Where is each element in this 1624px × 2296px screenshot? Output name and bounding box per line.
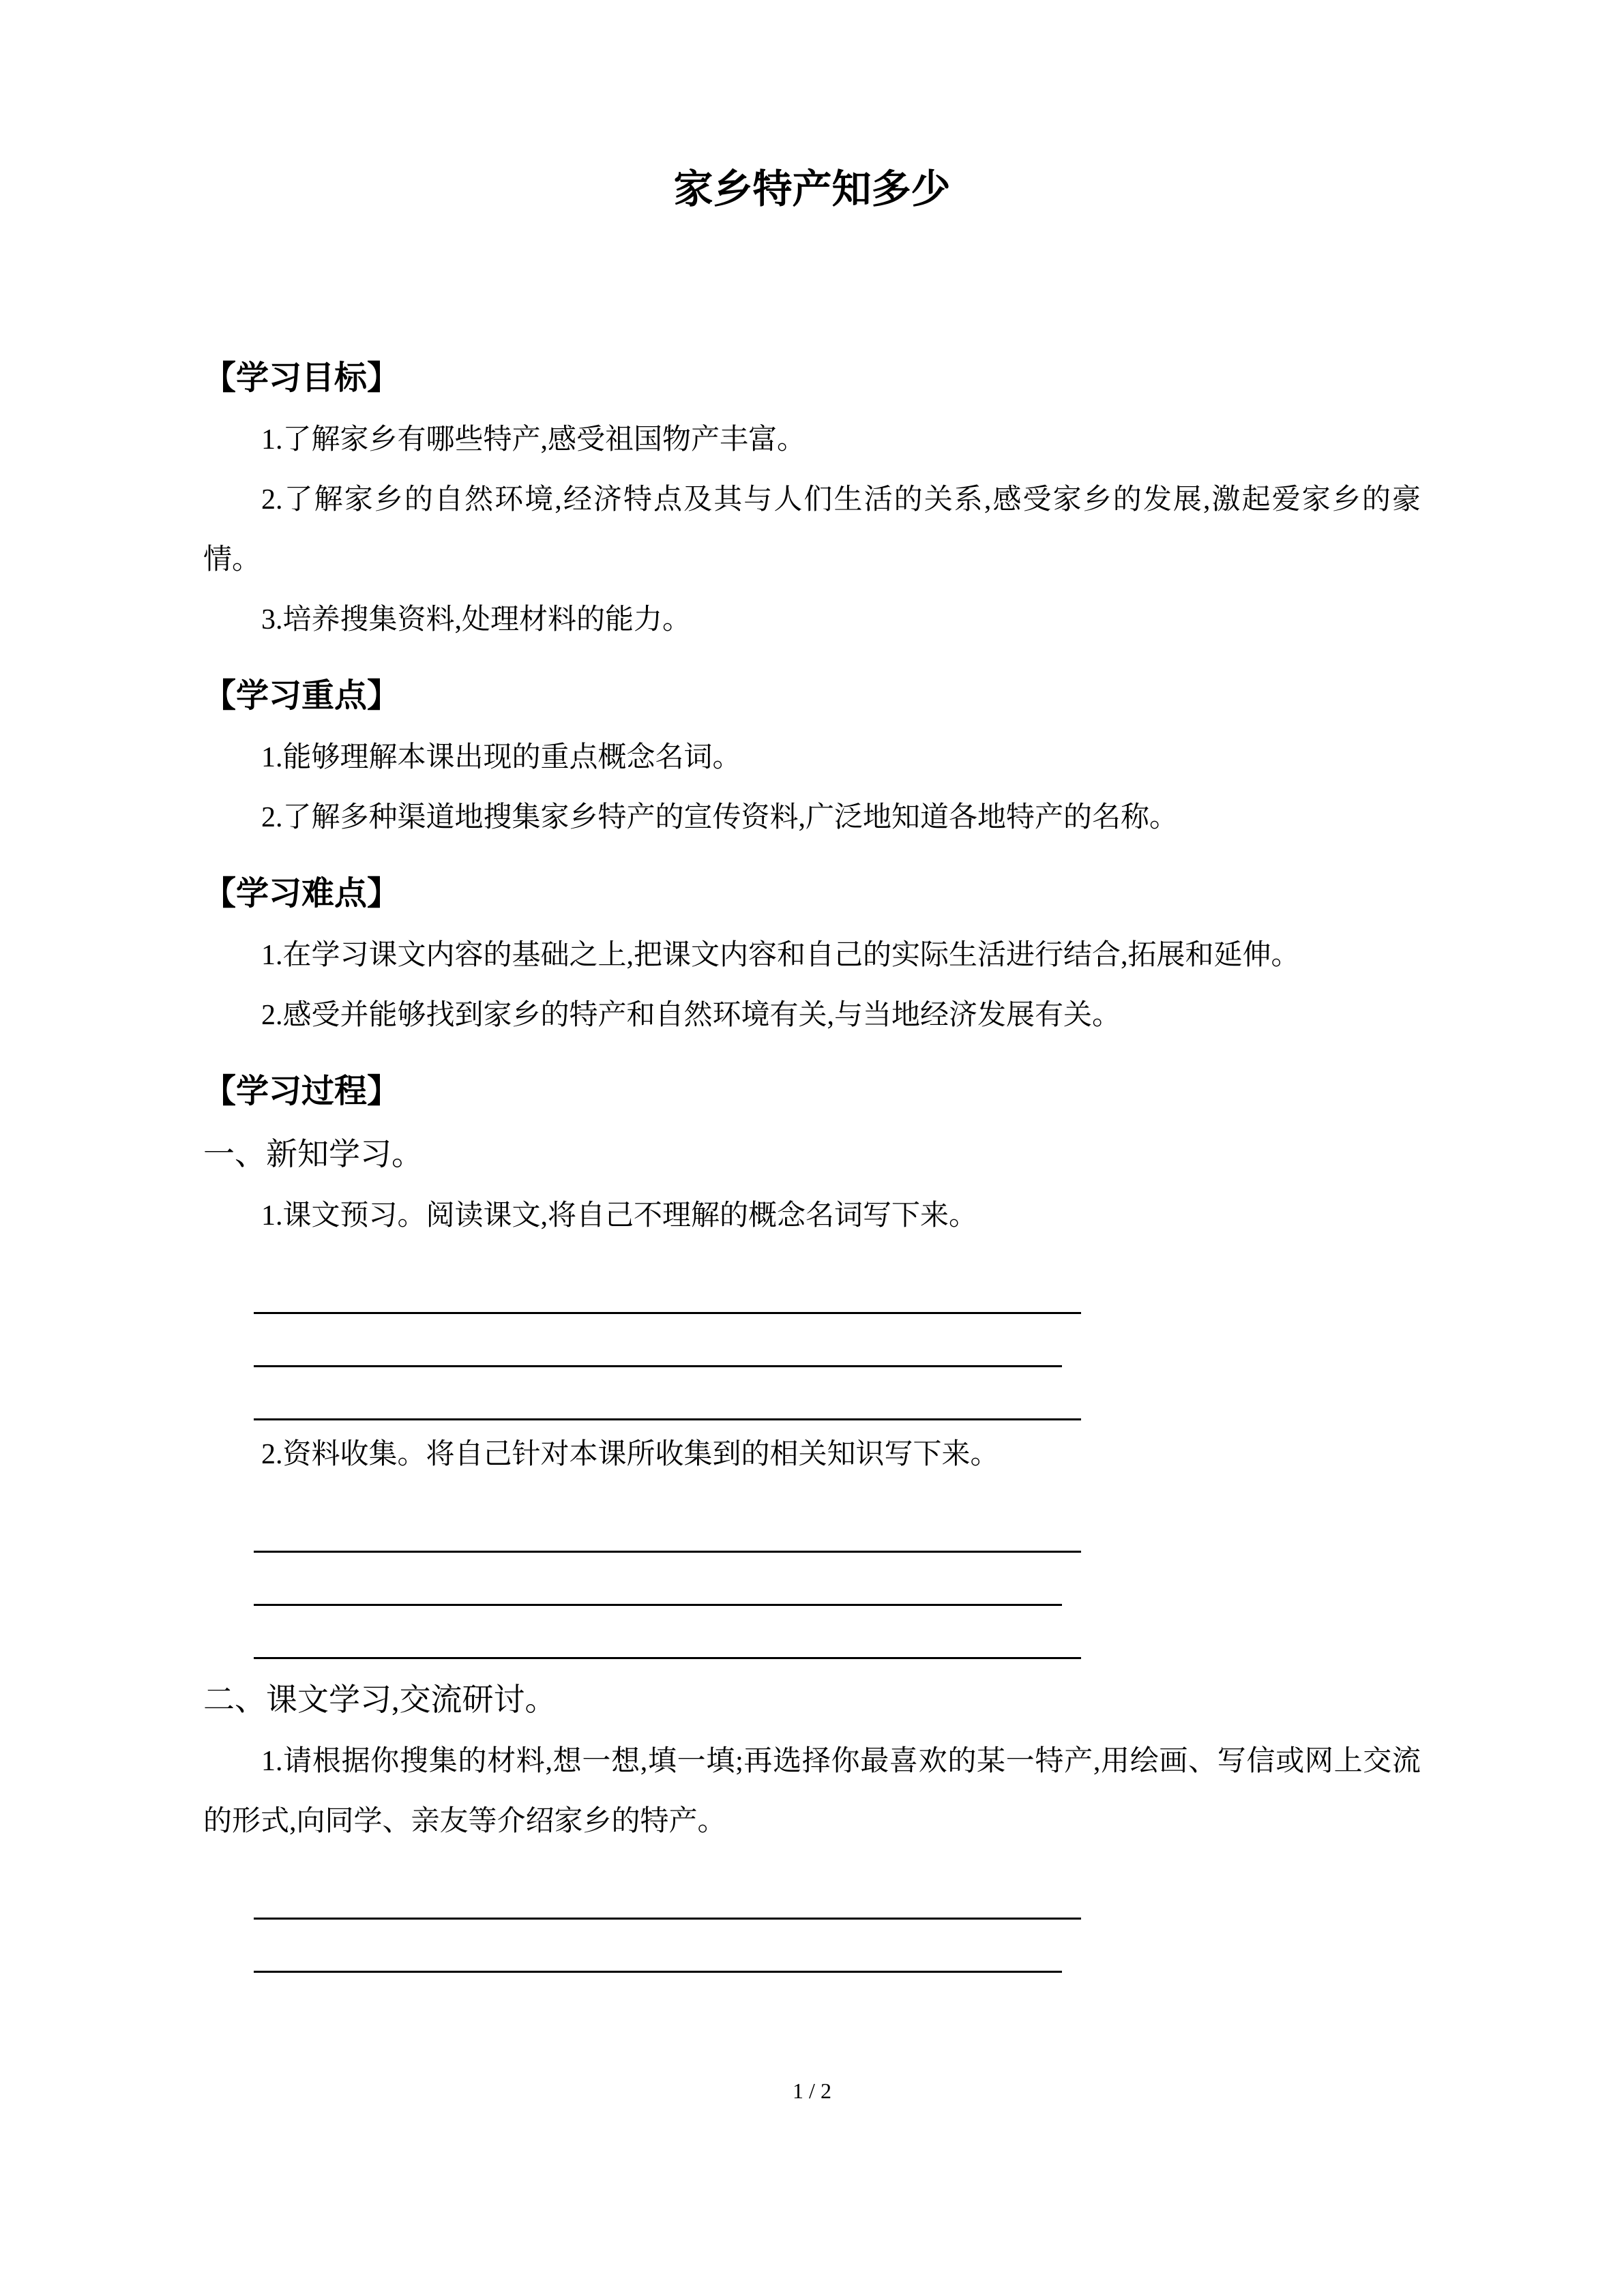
process-part1-task-2: 2.资料收集。将自己针对本课所收集到的相关知识写下来。 bbox=[261, 1439, 999, 1470]
objectives-item-3: 3.培养搜集资料,处理材料的能力。 bbox=[261, 604, 692, 636]
answer-lines-group-1 bbox=[203, 1261, 1421, 1420]
answer-line bbox=[254, 1367, 1081, 1420]
section-key-points bbox=[203, 674, 1421, 848]
answer-line bbox=[254, 1261, 1081, 1314]
process-part2-heading: 二、课文学习,交流研讨。 bbox=[203, 1682, 557, 1717]
answer-line bbox=[254, 1606, 1081, 1659]
objectives-item-1: 1.了解家乡有哪些特产,感受祖国物产丰富。 bbox=[261, 424, 806, 456]
page-number: 1 / 2 bbox=[793, 2078, 831, 2103]
key-points-item-1: 1.能够理解本课出现的重点概念名词。 bbox=[261, 742, 741, 773]
answer-line bbox=[254, 1553, 1062, 1606]
answer-line bbox=[254, 1314, 1062, 1367]
document-title: 家乡特产知多少 bbox=[673, 167, 951, 211]
difficulties-heading: 【学习难点】 bbox=[203, 876, 400, 912]
section-objectives bbox=[203, 357, 1421, 650]
answer-lines-group-2 bbox=[203, 1500, 1421, 1659]
section-process bbox=[203, 1070, 1421, 1973]
difficulties-item-2: 2.感受并能够找到家乡的特产和自然环境有关,与当地经济发展有关。 bbox=[261, 1000, 1121, 1031]
key-points-heading: 【学习重点】 bbox=[203, 678, 400, 714]
answer-line bbox=[254, 1500, 1081, 1553]
process-part1-heading: 一、新知学习。 bbox=[203, 1137, 423, 1172]
process-part2-task-1: 1.请根据你搜集的材料,想一想,填一填;再选择你最喜欢的某一特产,用绘画、写信或网上交流的形式,向同学、亲友等介绍家乡的特产。 bbox=[203, 1746, 1421, 1837]
answer-line bbox=[254, 1866, 1081, 1920]
answer-line bbox=[254, 1920, 1062, 1973]
answer-lines-group-3 bbox=[203, 1866, 1421, 1973]
process-part1-task-1: 1.课文预习。阅读课文,将自己不理解的概念名词写下来。 bbox=[261, 1200, 978, 1232]
section-difficulties bbox=[203, 872, 1421, 1045]
process-heading: 【学习过程】 bbox=[203, 1073, 400, 1109]
key-points-item-2: 2.了解多种渠道地搜集家乡特产的宣传资料,广泛地知道各地特产的名称。 bbox=[261, 802, 1179, 833]
objectives-item-2: 2.了解家乡的自然环境,经济特点及其与人们生活的关系,感受家乡的发展,激起爱家乡的豪情。 bbox=[203, 484, 1421, 576]
objectives-heading: 【学习目标】 bbox=[203, 360, 400, 396]
difficulties-item-1: 1.在学习课文内容的基础之上,把课文内容和自己的实际生活进行结合,拓展和延伸。 bbox=[261, 940, 1300, 971]
